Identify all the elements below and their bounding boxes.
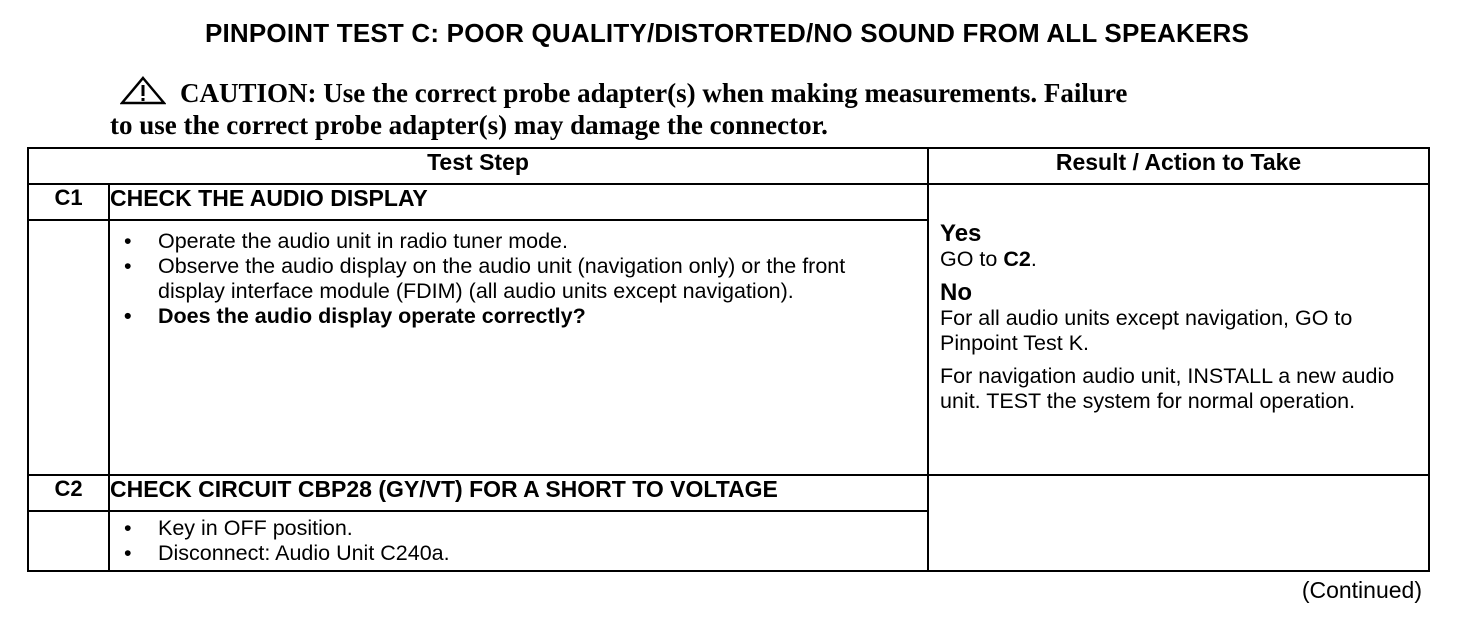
step-c1-title-row bbox=[28, 184, 1429, 220]
result-yes-label: Yes bbox=[940, 220, 982, 247]
header-result-action: Result / Action to Take bbox=[928, 148, 1429, 184]
step-c1-result bbox=[928, 184, 1429, 475]
list-item bbox=[110, 254, 927, 304]
caution-text-1: CAUTION: Use the correct probe adapter(s) when making measurements. Failure bbox=[180, 78, 1128, 108]
step-c1-num-blank bbox=[28, 220, 109, 475]
result-yes-prefix: GO to bbox=[940, 247, 1004, 271]
warning-triangle-icon bbox=[120, 76, 166, 106]
step-c2-num-blank bbox=[28, 511, 109, 571]
step-c2-result bbox=[928, 475, 1429, 571]
step-c1-id: C1 bbox=[28, 184, 109, 220]
result-yes-target: C2 bbox=[1003, 247, 1031, 271]
result-yes-action bbox=[940, 247, 1418, 272]
step-c2-id: C2 bbox=[28, 475, 109, 511]
bullet-icon: • bbox=[124, 541, 132, 565]
caution-line-1 bbox=[110, 76, 1310, 109]
bullet-text: Disconnect: Audio Unit C240a. bbox=[158, 541, 450, 565]
page-title: PINPOINT TEST C: POOR QUALITY/DISTORTED/NO SOUND FROM ALL SPEAKERS bbox=[204, 18, 1250, 48]
caution-text-2: to use the correct probe adapter(s) may damage the connector. bbox=[110, 110, 828, 140]
step-c2-title: CHECK CIRCUIT CBP28 (GY/VT) FOR A SHORT TO VOLTAGE bbox=[109, 475, 928, 511]
step-c2-instructions bbox=[109, 511, 928, 571]
bullet-text: Does the audio display operate correctly? bbox=[158, 304, 586, 328]
pinpoint-test-table bbox=[27, 147, 1430, 572]
table-header-row bbox=[28, 148, 1429, 184]
list-item bbox=[110, 541, 927, 566]
bullet-icon: • bbox=[124, 254, 132, 278]
result-no-label: No bbox=[940, 279, 973, 306]
list-item bbox=[110, 229, 927, 254]
list-item bbox=[110, 304, 927, 329]
list-item bbox=[110, 516, 927, 541]
step-c1-instructions bbox=[109, 220, 928, 475]
result-yes-suffix: . bbox=[1030, 247, 1037, 271]
bullet-icon: • bbox=[124, 229, 132, 253]
continued-label: (Continued) bbox=[1301, 577, 1422, 603]
bullet-icon: • bbox=[124, 304, 132, 328]
result-no-action-2: For navigation audio unit, INSTALL a new audio unit. TEST the system for normal operation. bbox=[940, 364, 1395, 413]
bullet-text: Operate the audio unit in radio tuner mode. bbox=[158, 229, 568, 253]
bullet-text: Observe the audio display on the audio unit (navigation only) or the front display interface module (FDIM) (all audio units except navigation). bbox=[158, 254, 846, 303]
caution-notice bbox=[110, 76, 1310, 141]
bullet-text: Key in OFF position. bbox=[158, 516, 353, 540]
header-test-step: Test Step bbox=[28, 148, 928, 184]
bullet-icon: • bbox=[124, 516, 132, 540]
result-no-action-1: For all audio units except navigation, GO to Pinpoint Test K. bbox=[940, 306, 1353, 355]
step-c1-title: CHECK THE AUDIO DISPLAY bbox=[109, 184, 928, 220]
step-c2-title-row bbox=[28, 475, 1429, 511]
